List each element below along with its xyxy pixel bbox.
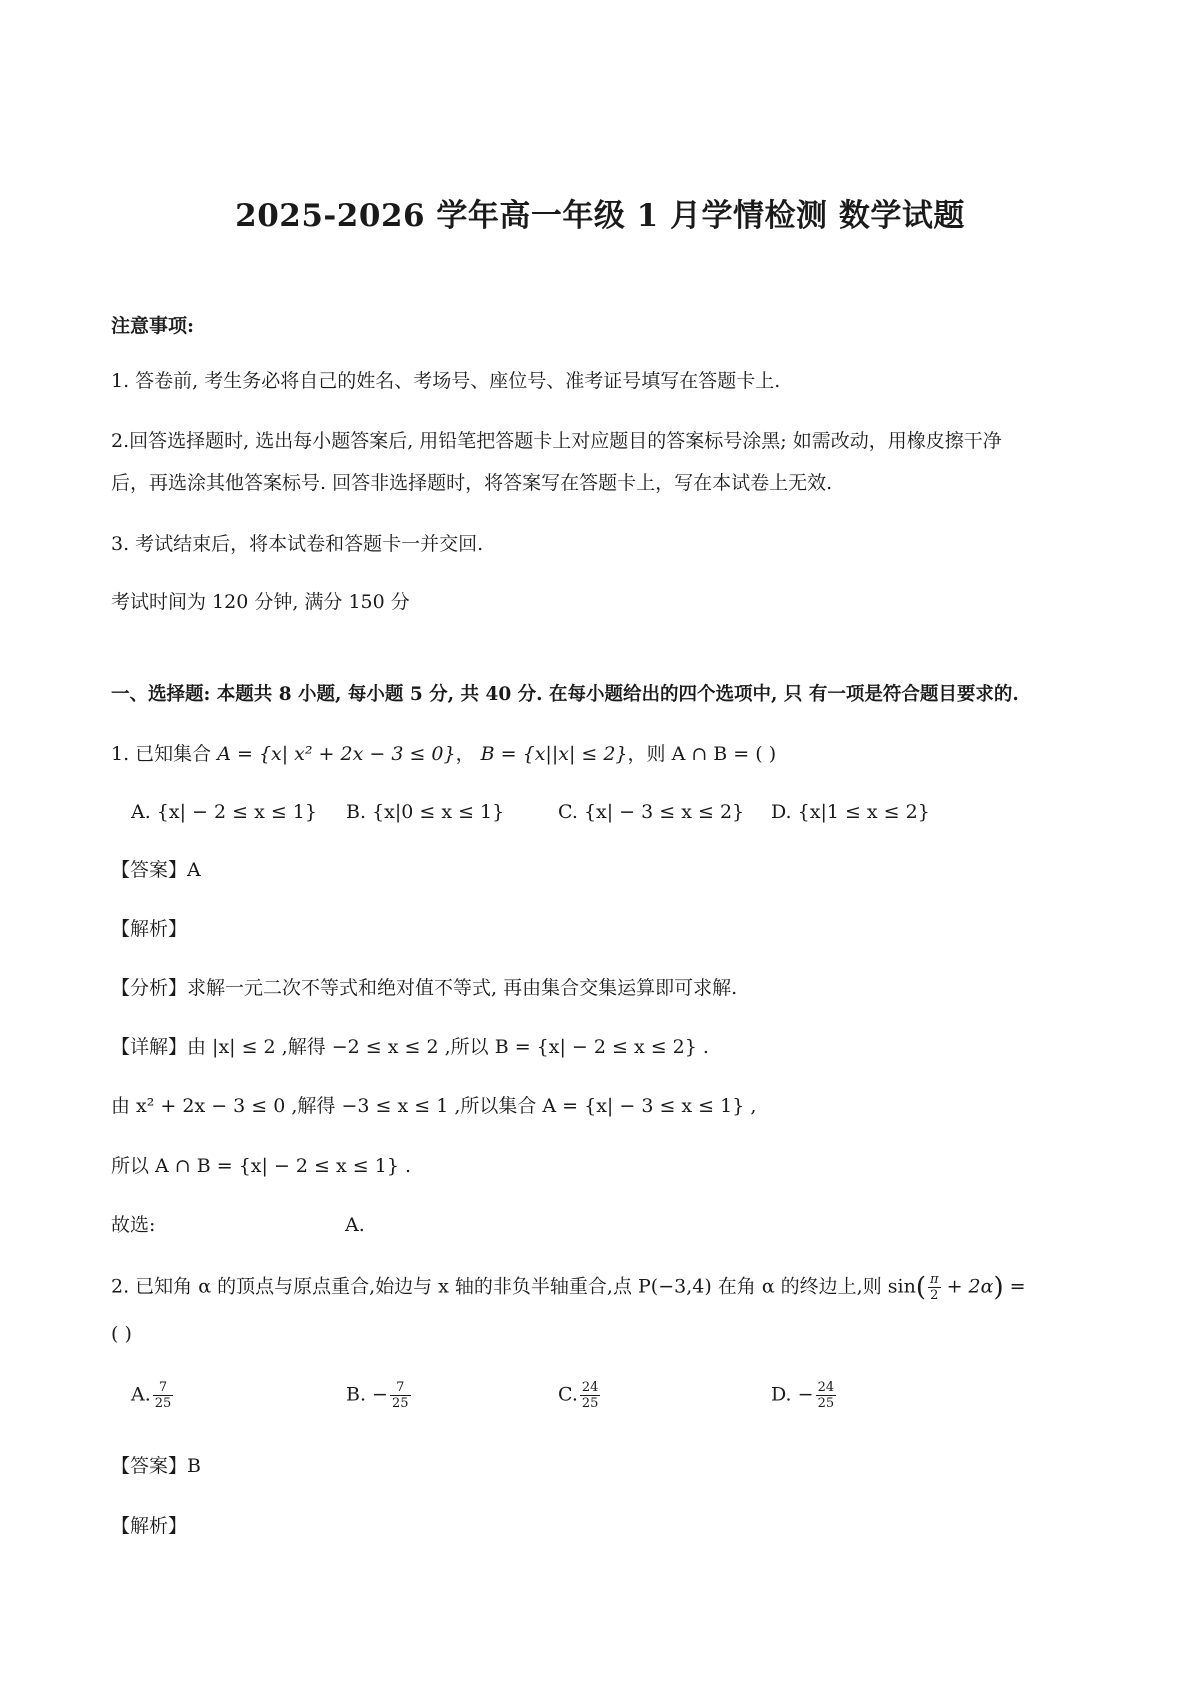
q2-stem-eq: = xyxy=(1003,1275,1026,1298)
q1-stem xyxy=(111,740,776,768)
q2-open-paren: ( xyxy=(915,1272,926,1303)
q1-option-a: A. {x| − 2 ≤ x ≤ 1} xyxy=(131,801,317,823)
q2-option-d-den: 25 xyxy=(817,1396,835,1411)
q1-choose-label: 故选: xyxy=(111,1214,156,1236)
exam-time: 考试时间为 120 分钟, 满分 150 分 xyxy=(111,591,410,613)
q1-stem-prefix: 1. 已知集合 xyxy=(111,743,218,765)
q2-option-a-den: 25 xyxy=(154,1396,172,1411)
q2-frac-den: 2 xyxy=(930,1288,939,1303)
q2-answer: 【答案】B xyxy=(111,1455,201,1477)
q2-option-c-num: 24 xyxy=(581,1380,599,1395)
notice-item-1: 1. 答卷前, 考生务必将自己的姓名、考场号、座位号、准考证号填写在答题卡上. xyxy=(111,370,781,392)
q2-option-b-fraction xyxy=(390,1380,411,1411)
notice-heading: 注意事项: xyxy=(111,315,195,337)
q2-option-a xyxy=(131,1380,173,1411)
q1-option-b: B. {x|0 ≤ x ≤ 1} xyxy=(346,801,505,823)
q1-option-d: D. {x|1 ≤ x ≤ 2} xyxy=(771,801,930,823)
notice-item-2-line-1: 2.回答选择题时, 选出每小题答案后, 用铅笔把答题卡上对应题目的答案标号涂黑; 如需改动，用橡皮擦干净 xyxy=(111,430,1002,452)
q2-stem-paren: ( ) xyxy=(111,1323,132,1345)
q1-step-3: 所以 A ∩ B = {x| − 2 ≤ x ≤ 1} . xyxy=(111,1155,411,1177)
q2-fraction-pi-over-2 xyxy=(928,1272,941,1303)
q2-stem xyxy=(111,1272,1026,1303)
q1-answer: 【答案】A xyxy=(111,859,201,881)
q1-set-a: A = {x| x² + 2x − 3 ≤ 0} xyxy=(217,743,456,765)
q1-stem-sep: ， xyxy=(455,743,475,765)
q2-option-d-label: D. − xyxy=(771,1383,814,1406)
q1-option-c: C. {x| − 3 ≤ x ≤ 2} xyxy=(558,801,745,823)
q2-close-paren: ) xyxy=(993,1272,1004,1303)
q2-option-a-fraction xyxy=(153,1380,174,1411)
q1-fenxi: 【分析】求解一元二次不等式和绝对值不等式, 再由集合交集运算即可求解. xyxy=(111,977,738,999)
q2-option-b-label: B. − xyxy=(346,1383,388,1406)
q2-option-b-den: 25 xyxy=(391,1396,409,1411)
notice-item-2-line-2: 后，再选涂其他答案标号. 回答非选择题时，将答案写在答题卡上，写在本试卷上无效. xyxy=(111,472,833,494)
q2-stem-mid: + 2α xyxy=(940,1275,994,1298)
q2-option-c-label: C. xyxy=(558,1383,578,1406)
q1-choose-value: A. xyxy=(345,1214,365,1236)
q1-stem-suffix: ，则 A ∩ B = ( ) xyxy=(627,743,777,765)
q2-option-c-fraction xyxy=(580,1380,601,1411)
page-title: 2025-2026 学年高一年级 1 月学情检测 数学试题 xyxy=(235,198,965,234)
q1-set-b: B = {x||x| ≤ 2} xyxy=(480,743,628,765)
q2-option-c xyxy=(558,1380,600,1411)
q2-analysis-label: 【解析】 xyxy=(111,1515,188,1537)
q2-option-d-fraction xyxy=(816,1380,837,1411)
q1-analysis-label: 【解析】 xyxy=(111,918,188,940)
q2-option-d xyxy=(771,1380,836,1411)
notice-item-3: 3. 考试结束后，将本试卷和答题卡一并交回. xyxy=(111,533,484,555)
section-1-heading: 一、选择题: 本题共 8 小题, 每小题 5 分, 共 40 分. 在每小题给出的四个选项中, 只 有一项是符合题目要求的. xyxy=(111,684,1019,705)
q2-option-a-label: A. xyxy=(131,1383,151,1406)
q2-option-b xyxy=(346,1380,411,1411)
q2-option-c-den: 25 xyxy=(581,1396,599,1411)
q1-step-2: 由 x² + 2x − 3 ≤ 0 ,解得 −3 ≤ x ≤ 1 ,所以集合 A = {x| − 3 ≤ x ≤ 1} , xyxy=(111,1095,757,1117)
q2-option-d-num: 24 xyxy=(817,1380,835,1395)
q2-option-a-num: 7 xyxy=(153,1380,174,1396)
q2-frac-num: π xyxy=(930,1272,939,1287)
q1-xiangjie: 【详解】由 |x| ≤ 2 ,解得 −2 ≤ x ≤ 2 ,所以 B = {x| − 2 ≤ x ≤ 2} . xyxy=(111,1036,709,1058)
q2-stem-main: 2. 已知角 α 的顶点与原点重合,始边与 x 轴的非负半轴重合,点 P(−3,4) 在角 α 的终边上,则 sin xyxy=(111,1275,916,1298)
q2-option-b-num: 7 xyxy=(390,1380,411,1396)
